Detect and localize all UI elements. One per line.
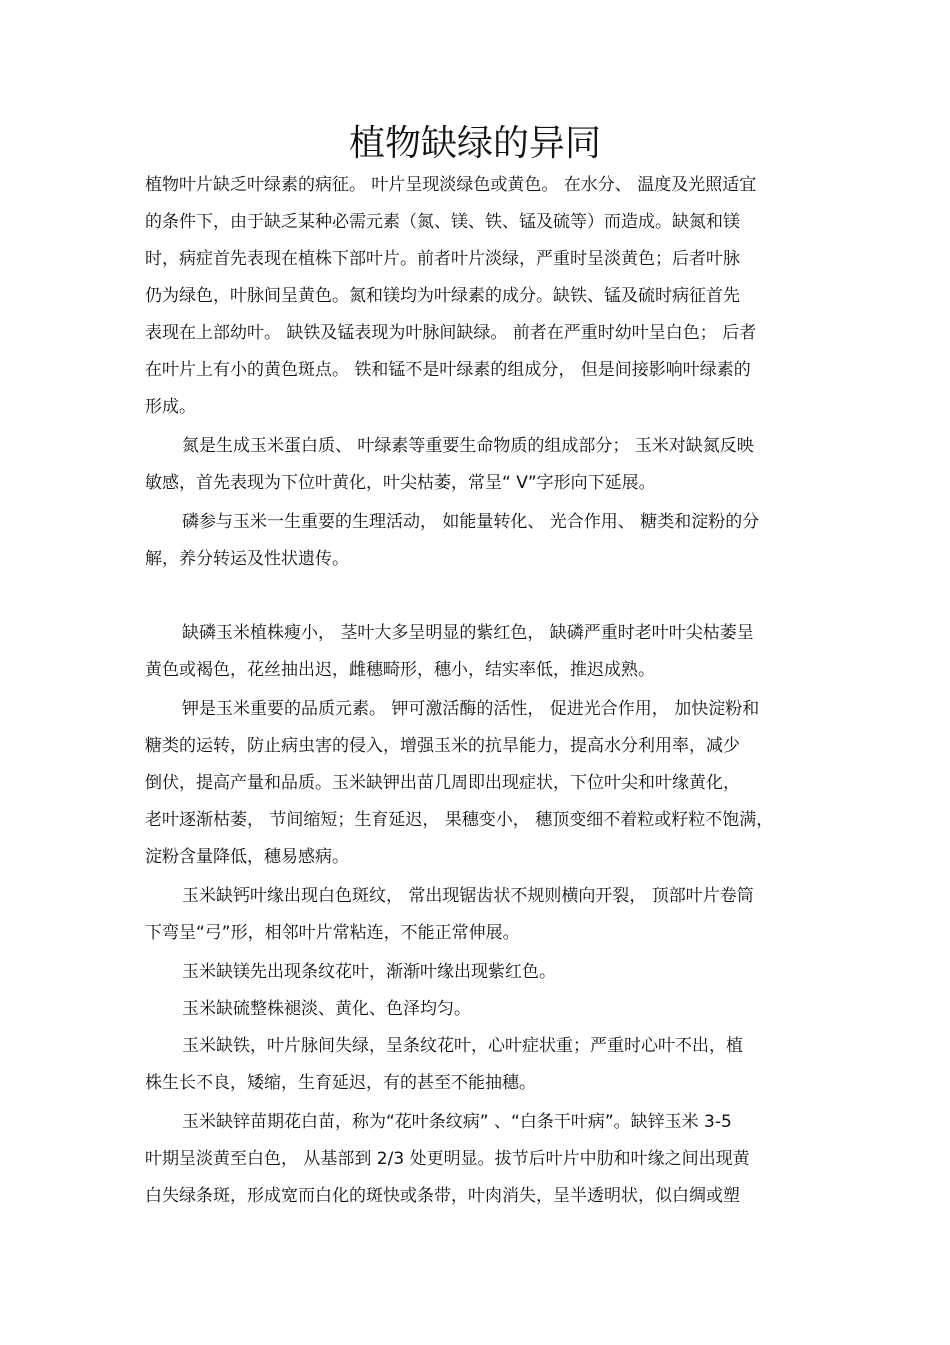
text-line: 钾是玉米重要的品质元素。 钾可激活酶的活性， 促进光合作用， 加快淀粉和 bbox=[182, 699, 760, 719]
text-line: 缺磷玉米植株瘦小， 茎叶大多呈明显的紫红色， 缺磷严重时老叶叶尖枯萎呈 bbox=[182, 623, 754, 643]
text-line: 糖类的运转，防止病虫害的侵入，增强玉米的抗旱能力，提高水分利用率，减少 bbox=[145, 736, 740, 756]
text-line: 磷参与玉米一生重要的生理活动， 如能量转化、 光合作用、 糖类和淀粉的分 bbox=[182, 512, 760, 532]
text-line: 淀粉含量降低，穗易感病。 bbox=[145, 847, 349, 867]
text-line: 黄色或褐色，花丝抽出迟，雌穗畸形，穗小，结实率低，推迟成熟。 bbox=[145, 660, 655, 680]
text-line: 仍为绿色，叶脉间呈黄色。氮和镁均为叶绿素的成分。缺铁、锰及硫时病征首先 bbox=[145, 286, 740, 306]
text-line: 玉米缺钙叶缘出现白色斑纹， 常出现锯齿状不规则横向开裂， 顶部叶片卷筒 bbox=[182, 886, 754, 906]
text-line: 解，养分转运及性状遗传。 bbox=[145, 549, 349, 569]
text-line: 时，病症首先表现在植株下部叶片。前者叶片淡绿，严重时呈淡黄色；后者叶脉 bbox=[145, 249, 740, 269]
text-line: 敏感，首先表现为下位叶黄化，叶尖枯萎，常呈“ V”字形向下延展。 bbox=[145, 473, 656, 493]
text-line: 植物叶片缺乏叶绿素的病征。 叶片呈现淡绿色或黄色。 在水分、 温度及光照适宜 bbox=[145, 175, 757, 195]
text-line: 株生长不良，矮缩，生育延迟，有的甚至不能抽穗。 bbox=[145, 1073, 536, 1093]
text-line: 的条件下，由于缺乏某种必需元素（氮、镁、铁、锰及硫等）而造成。缺氮和镁 bbox=[145, 212, 740, 232]
text-line: 白失绿条斑，形成宽而白化的斑快或条带，叶肉消失，呈半透明状，似白绸或塑 bbox=[145, 1186, 740, 1206]
text-line: 下弯呈“弓”形，相邻叶片常粘连，不能正常伸展。 bbox=[145, 923, 520, 943]
text-line: 玉米缺铁，叶片脉间失绿，呈条纹花叶，心叶症状重；严重时心叶不出，植 bbox=[182, 1036, 743, 1056]
text-line: 表现在上部幼叶。 缺铁及锰表现为叶脉间缺绿。 前者在严重时幼叶呈白色； 后者 bbox=[145, 323, 757, 343]
text-line: 形成。 bbox=[145, 397, 196, 417]
text-line: 倒伏，提高产量和品质。玉米缺钾出苗几周即出现症状，下位叶尖和叶缘黄化， bbox=[145, 773, 740, 793]
text-line: 老叶逐渐枯萎， 节间缩短；生育延迟， 果穗变小， 穗顶变细不着粒或籽粒不饱满， bbox=[145, 810, 774, 830]
text-line: 玉米缺镁先出现条纹花叶，渐渐叶缘出现紫红色。 bbox=[182, 962, 556, 982]
document-title: 植物缺绿的异同 bbox=[348, 123, 601, 164]
text-line: 玉米缺锌苗期花白苗，称为“花叶条纹病” 、“白条干叶病”。缺锌玉米 3-5 bbox=[182, 1112, 732, 1132]
text-line: 叶期呈淡黄至白色， 从基部到 2/3 处更明显。拔节后叶片中肋和叶缘之间出现黄 bbox=[145, 1149, 750, 1169]
text-line: 氮是生成玉米蛋白质、 叶绿素等重要生命物质的组成部分； 玉米对缺氮反映 bbox=[182, 436, 754, 456]
text-line: 玉米缺硫整株褪淡、黄化、色泽均匀。 bbox=[182, 999, 471, 1019]
text-line: 在叶片上有小的黄色斑点。 铁和锰不是叶绿素的组成分， 但是间接影响叶绿素的 bbox=[145, 360, 751, 380]
